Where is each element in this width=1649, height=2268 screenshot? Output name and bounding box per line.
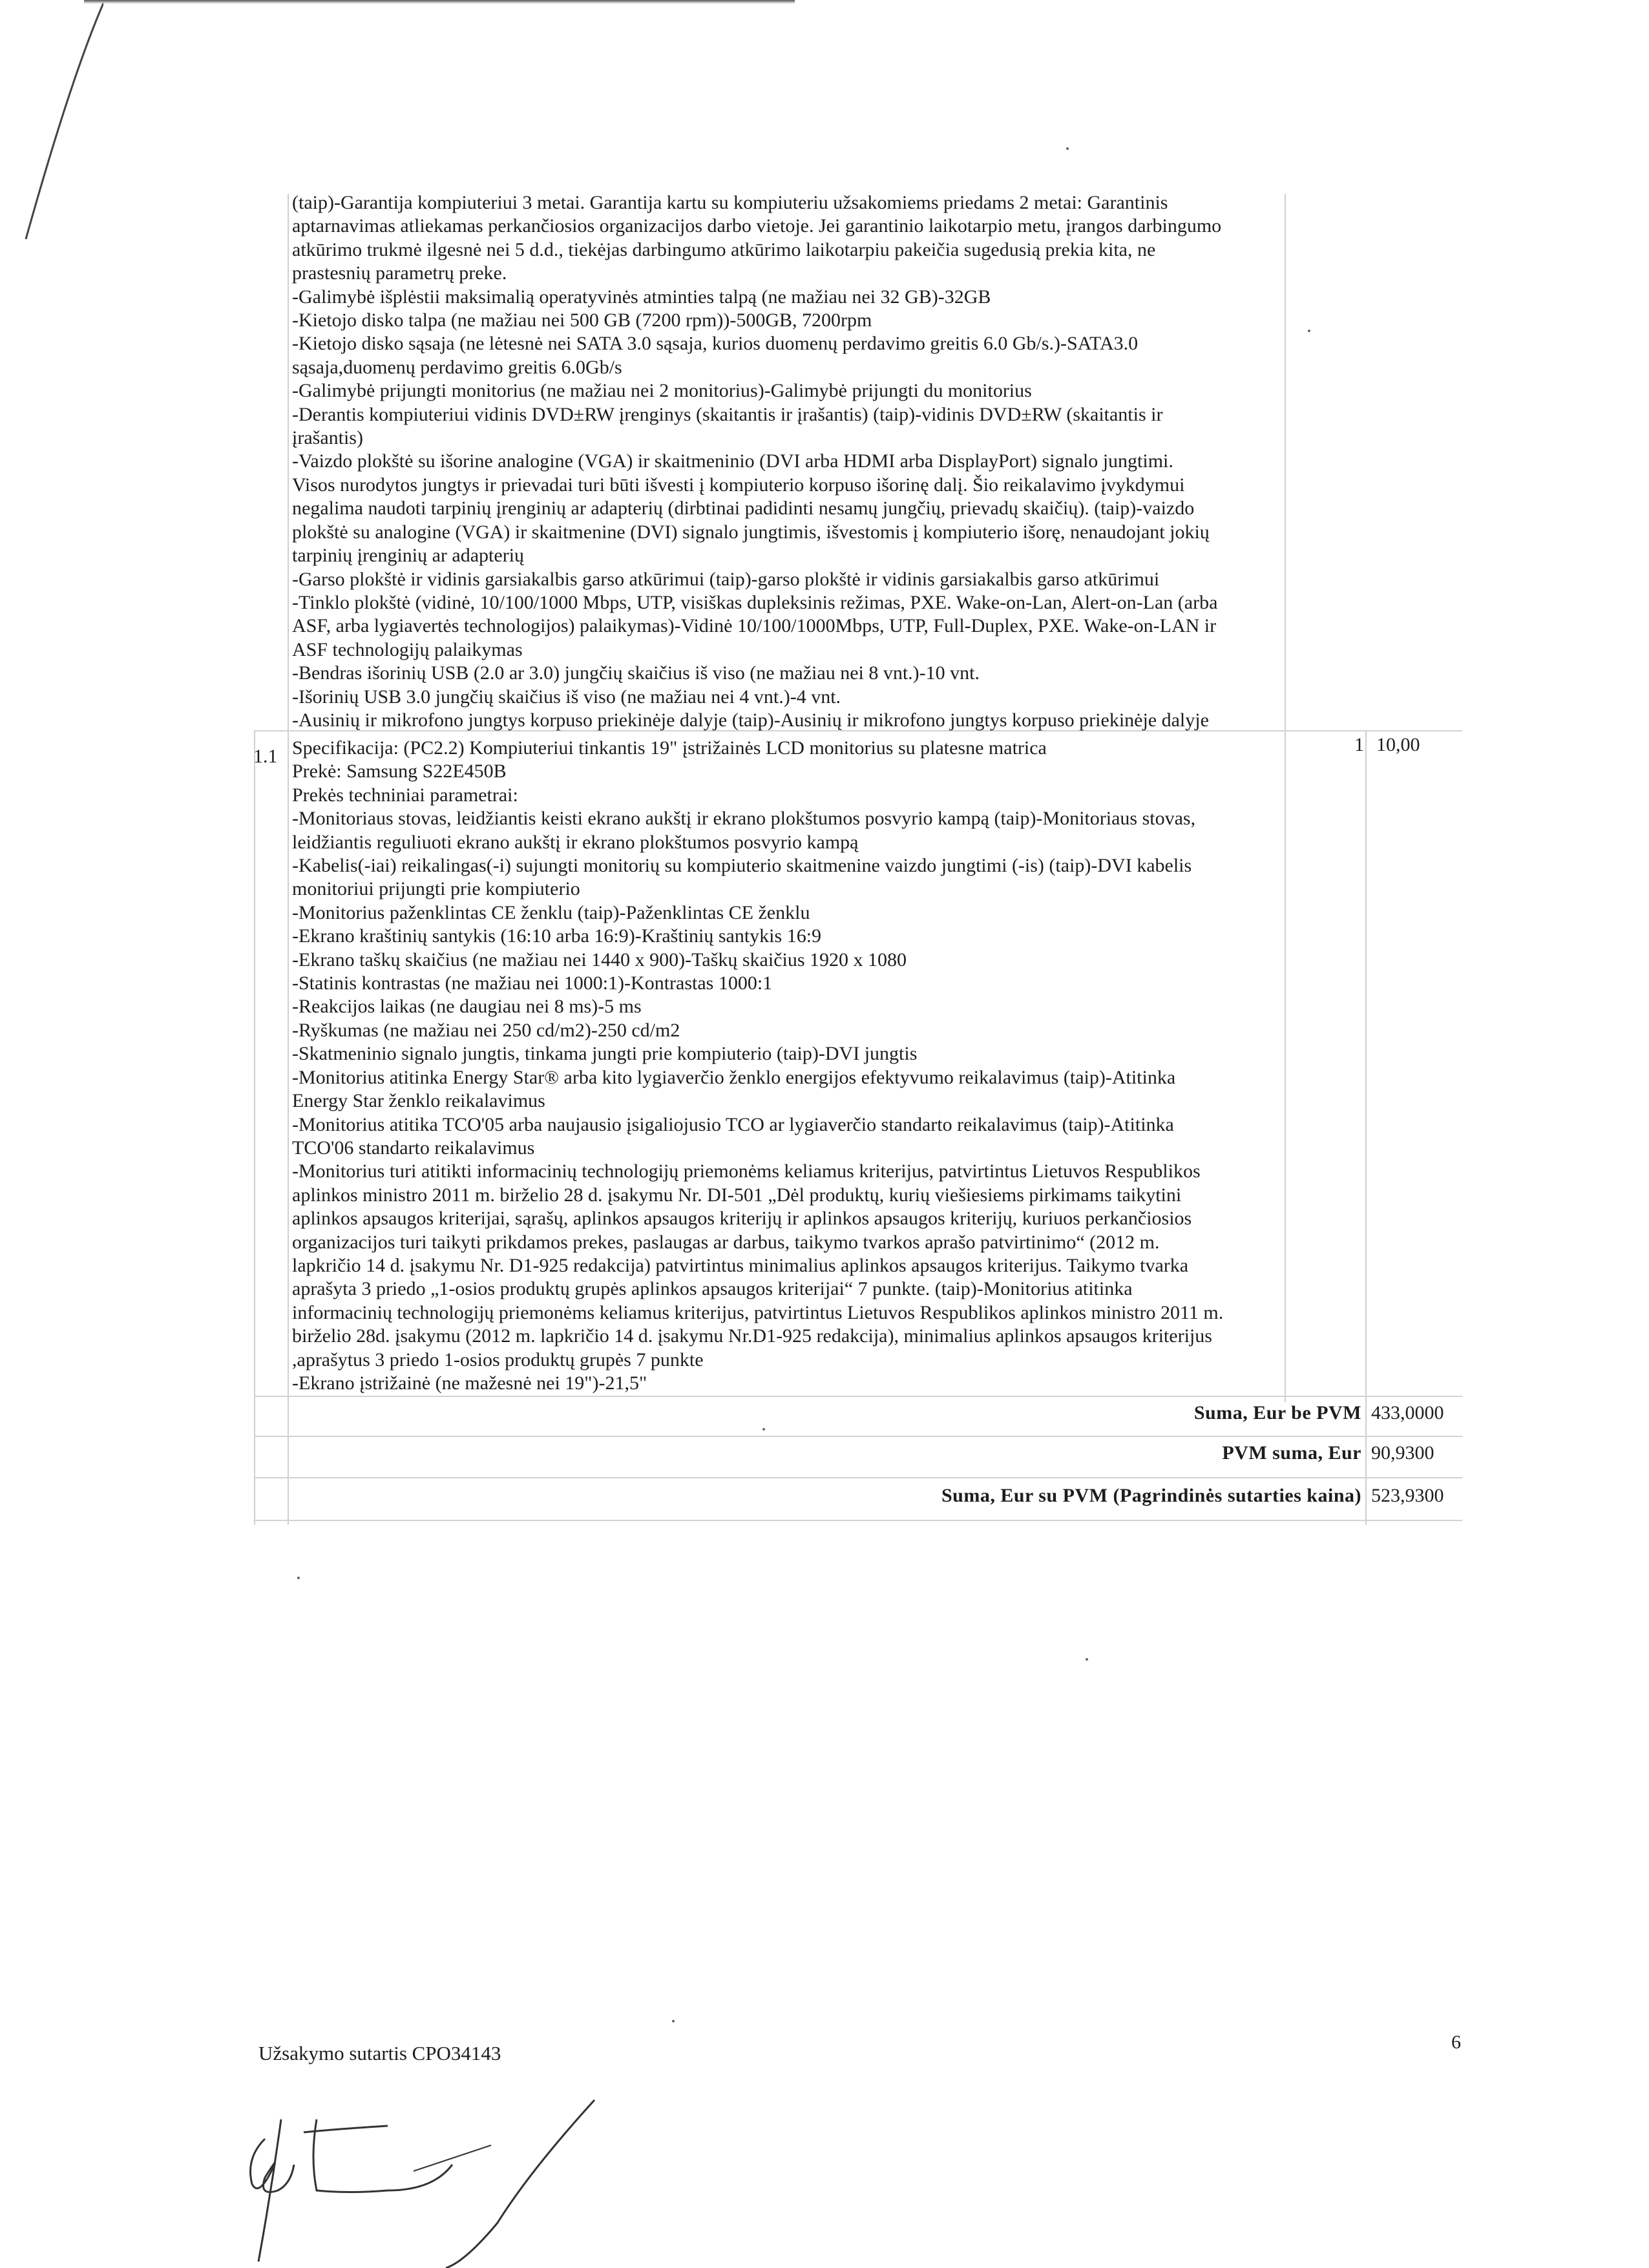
item-line: -Ekrano taškų skaičius (ne mažiau nei 1440 x 900)-Taškų skaičius 1920 x 1080	[292, 949, 907, 971]
previous-item-specification	[292, 191, 1281, 732]
spec-line: tarpinių įrenginių ar adapterių	[292, 545, 525, 567]
item-line: -Monitoriaus stovas, leidžiantis keisti ekrano aukštį ir ekrano plokštumos posvyrio kampą (taip)-Monitoriaus stovas,	[292, 808, 1196, 830]
scan-speck	[762, 1428, 765, 1431]
scan-edge-top	[84, 0, 795, 4]
vat-label: PVM suma, Eur	[1222, 1442, 1361, 1464]
item-line: Specifikacija: (PC2.2) Kompiuteriui tinkantis 19" įstrižainės LCD monitorius su platesne matrica	[292, 737, 1047, 759]
totals-row-line	[254, 1477, 1462, 1478]
item-line: Prekė: Samsung S22E450B	[292, 761, 507, 782]
item-quantity: 1	[1354, 734, 1364, 755]
spec-line: -Vaizdo plokštė su išorine analogine (VGA) ir skaitmeninio (DVI arba HDMI arba DisplayPort) signalo jungtimi.	[292, 450, 1173, 472]
spec-line: prastesnių parametrų preke.	[292, 262, 507, 284]
spec-line: Visos nurodytos jungtys ir prievadai turi būti išvesti į kompiuterio korpuso išorinę dalį. Šio reikalavimo įvykdymui	[292, 474, 1185, 496]
item-line: -Ekrano kraštinių santykis (16:10 arba 16:9)-Kraštinių santykis 16:9	[292, 925, 822, 947]
spec-line: įrašantis)	[292, 427, 363, 449]
item-line: Energy Star ženklo reikalavimus	[292, 1090, 545, 1112]
item-price: 10,00	[1376, 734, 1420, 755]
scan-speck	[672, 2020, 675, 2022]
table-col-qty	[1365, 730, 1367, 1525]
item-line: leidžiantis reguliuoti ekrano aukštį ir ekrano plokštumos posvyrio kampą	[292, 831, 859, 853]
item-line: aprašyta 3 priedo „1-osios produktų grupės aplinkos apsaugos kriterijai“ 7 punkte. (taip)-Monitorius atitinka	[292, 1278, 1133, 1300]
spec-line: -Išorinių USB 3.0 jungčių skaičius iš viso (ne mažiau nei 4 vnt.)-4 vnt.	[292, 686, 841, 708]
spec-line: -Kietojo disko sąsaja (ne lėtesnė nei SATA 3.0 sąsaja, kurios duomenų perdavimo greitis 6.0 Gb/s.)-SATA3.0	[292, 333, 1139, 355]
spec-line: -Tinklo plokštė (vidinė, 10/100/1000 Mbps, UTP, visiškas dupleksinis režimas, PXE. Wake-on-Lan, Alert-on-Lan (arba	[292, 591, 1218, 613]
scan-speck	[1086, 1658, 1088, 1661]
spec-line: -Bendras išorinių USB (2.0 ar 3.0) jungčių skaičius iš viso (ne mažiau nei 8 vnt.)-10 vnt.	[292, 662, 980, 684]
sum-incl-vat-label: Suma, Eur su PVM (Pagrindinės sutarties kaina)	[941, 1485, 1361, 1506]
table-outer-left-border	[254, 730, 255, 1525]
table-right-border	[1285, 194, 1286, 1402]
spec-line: ASF technologijų palaikymas	[292, 638, 523, 660]
item-line: -Monitorius turi atitikti informacinių technologijų priemonėms keliamus kriterijus, patvirtintus Lietuvos Respublikos	[292, 1160, 1201, 1182]
item-line: -Skatmeninio signalo jungtis, tinkama jungti prie kompiuterio (taip)-DVI jungtis	[292, 1043, 918, 1065]
item-line: -Monitorius atitinka Energy Star® arba kito lygiaverčio ženklo energijos efektyvumo reikalavimus (taip)-Atitinka	[292, 1066, 1176, 1088]
vat-value: 90,9300	[1371, 1442, 1434, 1464]
item-line: -Statinis kontrastas (ne mažiau nei 1000:1)-Kontrastas 1000:1	[292, 972, 773, 994]
page-number: 6	[1451, 2032, 1461, 2053]
spec-line: -Kietojo disko talpa (ne mažiau nei 500 GB (7200 rpm))-500GB, 7200rpm	[292, 310, 872, 331]
spec-line: ASF, arba lygiavertės technologijos) palaikymas)-Vidinė 10/100/1000Mbps, UTP, Full-Duplex, PXE. Wake-on-LAN ir	[292, 615, 1217, 637]
spec-line: (taip)-Garantija kompiuteriui 3 metai. Garantija kartu su kompiuteriu užsakomiems priedams 2 metai: Garantinis	[292, 192, 1168, 213]
item-line: -Monitorius paženklintas CE ženklu (taip)-Paženklintas CE ženklu	[292, 901, 810, 923]
item-line: -Reakcijos laikas (ne daugiau nei 8 ms)-5 ms	[292, 996, 642, 1018]
sum-excl-vat-label: Suma, Eur be PVM	[1193, 1402, 1361, 1423]
totals-row-line	[254, 1520, 1462, 1521]
spec-line: negalima naudoti tarpinių įrenginių ar adapterių (dirbtinai padidinti nesamų jungčių, prievadų skaičių). (taip)-vaizdo	[292, 498, 1195, 520]
spec-line: plokštė su analogine (VGA) ir skaitmenine (DVI) signalo jungtimis, išvestomis į kompiuterio išorę, nenaudojant jokių	[292, 521, 1210, 543]
sum-excl-vat-value: 433,0000	[1371, 1402, 1444, 1423]
item-line: -Ekrano įstrižainė (ne mažesnė nei 19")-21,5"	[292, 1372, 647, 1394]
spec-line: -Galimybė išplėstii maksimalią operatyvinės atminties talpą (ne mažiau nei 32 GB)-32GB	[292, 286, 991, 308]
item-line: Prekės techniniai parametrai:	[292, 784, 518, 806]
totals-row-line	[254, 1396, 1462, 1397]
spec-line: sąsaja,duomenų perdavimo greitis 6.0Gb/s	[292, 356, 622, 378]
spec-line: -Ausinių ir mikrofono jungtys korpuso priekinėje dalyje (taip)-Ausinių ir mikrofono jungtys korpuso priekinėje dalyje	[292, 709, 1209, 731]
scan-speck	[297, 1577, 300, 1579]
item-line: -Kabelis(-iai) reikalingas(-i) sujungti monitorių su kompiuterio skaitmenine vaizdo jungtimi (-is) (taip)-DVI kabelis	[292, 855, 1192, 877]
item-line: monitoriui prijungti prie kompiuterio	[292, 878, 580, 900]
item-number: 1.1	[253, 746, 278, 767]
sum-incl-vat-value: 523,9300	[1371, 1485, 1444, 1506]
item-line: TCO'06 standarto reikalavimus	[292, 1137, 535, 1159]
totals-row-line	[254, 1436, 1462, 1437]
scan-fold-mark	[13, 0, 103, 246]
scan-speck	[1066, 147, 1069, 150]
item-line: aplinkos apsaugos kriterijai, sąrašų, aplinkos apsaugos kriterijų ir aplinkos apsaugos kriterijų, kuriuos perkančiosios	[292, 1208, 1192, 1230]
item-specification	[292, 737, 1281, 1395]
item-line: birželio 28d. įsakymu (2012 m. lapkričio 14 d. įsakymu Nr.D1-925 redakcija), minimalius aplinkos apsaugos kriterijus	[292, 1325, 1212, 1347]
spec-line: -Galimybė prijungti monitorius (ne mažiau nei 2 monitorius)-Galimybė prijungti du monitorius	[292, 380, 1032, 402]
item-line: lapkričio 14 d. įsakymu Nr. D1-925 redakcija) patvirtintus minimalius aplinkos apsaugos kriterijus. Taikymo tvarka	[292, 1254, 1189, 1276]
handwritten-signature	[220, 2094, 620, 2268]
item-line: ,aprašytus 3 priedo 1-osios produktų grupės 7 punkte	[292, 1349, 704, 1370]
spec-line: aptarnavimas atliekamas perkančiosios organizacijos darbo vietoje. Jei garantinio laikotarpio metu, įrangos darbingumo	[292, 215, 1222, 237]
item-line: -Ryškumas (ne mažiau nei 250 cd/m2)-250 cd/m2	[292, 1019, 680, 1041]
spec-line: atkūrimo trukmė ilgesnė nei 5 d.d., tiekėjas darbingumo atkūrimo laikotarpiu pakeičia sugedusią prekia kita, ne	[292, 238, 1156, 260]
scan-speck	[1308, 330, 1310, 332]
spec-line: -Garso plokštė ir vidinis garsiakalbis garso atkūrimui (taip)-garso plokštė ir vidinis garsiakalbis garso atkūrimui	[292, 568, 1160, 590]
contract-reference: Užsakymo sutartis CPO34143	[258, 2042, 501, 2064]
item-line: aplinkos ministro 2011 m. birželio 28 d. įsakymu Nr. DI-501 „Dėl produktų, kurių viešiesiems pirkimams taikytini	[292, 1184, 1182, 1206]
table-left-border	[288, 194, 289, 1525]
item-line: informacinių technologijų priemonėms keliamus kriterijus, patvirtintus Lietuvos Respublikos aplinkos ministro 2011 m.	[292, 1301, 1224, 1323]
spec-line: -Derantis kompiuteriui vidinis DVD±RW įrenginys (skaitantis ir įrašantis) (taip)-vidinis DVD±RW (skaitantis ir	[292, 403, 1163, 425]
item-line: -Monitorius atitika TCO'05 arba naujausio įsigaliojusio TCO ar lygiaverčio standarto reikalavimus (taip)-Atitinka	[292, 1113, 1174, 1135]
item-line: organizacijos turi taikyti prikdamos prekes, paslaugas ar darbus, taikymo tvarkos aprašo patvirtinimo“ (2012 m.	[292, 1231, 1160, 1253]
